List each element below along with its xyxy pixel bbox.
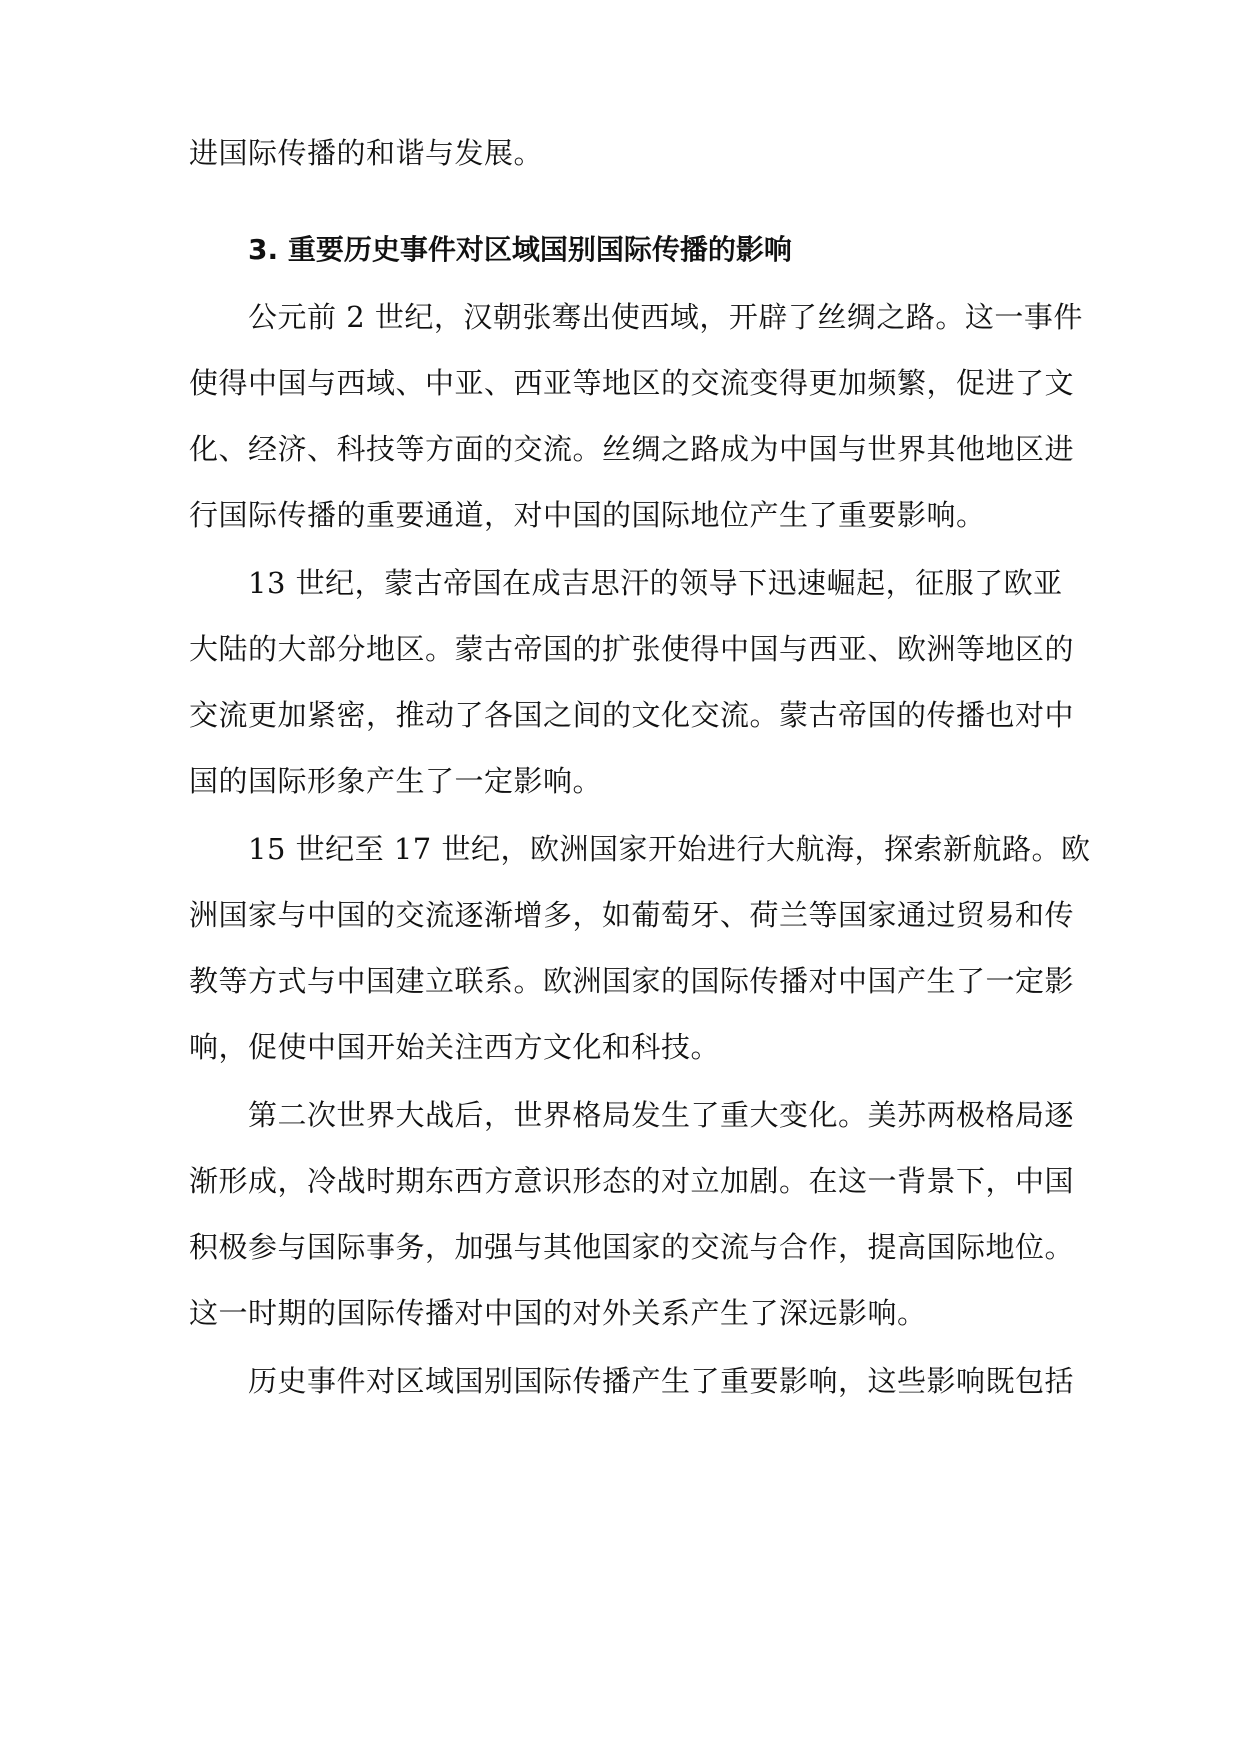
paragraph-line: 大陆的大部分地区。蒙古帝国的扩张使得中国与西亚、欧洲等地区的 [189, 632, 1075, 666]
paragraph-line: 洲国家与中国的交流逐渐增多，如葡萄牙、荷兰等国家通过贸易和传 [189, 898, 1075, 932]
paragraph-line: 第二次世界大战后，世界格局发生了重大变化。美苏两极格局逐 [248, 1098, 1075, 1132]
paragraph-line: 使得中国与西域、中亚、西亚等地区的交流变得更加频繁，促进了文 [189, 366, 1075, 400]
paragraph-line: 公元前 2 世纪，汉朝张骞出使西域，开辟了丝绸之路。这一事件 [248, 300, 1083, 334]
paragraph-line: 积极参与国际事务，加强与其他国家的交流与合作，提高国际地位。 [189, 1230, 1075, 1264]
paragraph-line: 13 世纪，蒙古帝国在成吉思汗的领导下迅速崛起，征服了欧亚 [248, 566, 1063, 600]
paragraph-line: 国的国际形象产生了一定影响。 [189, 764, 603, 798]
paragraph-line: 响，促使中国开始关注西方文化和科技。 [189, 1030, 721, 1064]
paragraph-line: 这一时期的国际传播对中国的对外关系产生了深远影响。 [189, 1296, 927, 1330]
paragraph-line: 化、经济、科技等方面的交流。丝绸之路成为中国与世界其他地区进 [189, 432, 1075, 466]
paragraph-line: 交流更加紧密，推动了各国之间的文化交流。蒙古帝国的传播也对中 [189, 698, 1075, 732]
section-heading: 3. 重要历史事件对区域国别国际传播的影响 [248, 233, 792, 266]
paragraph-line: 渐形成，冷战时期东西方意识形态的对立加剧。在这一背景下，中国 [189, 1164, 1075, 1198]
paragraph-line: 行国际传播的重要通道，对中国的国际地位产生了重要影响。 [189, 498, 986, 532]
paragraph-line: 15 世纪至 17 世纪，欧洲国家开始进行大航海，探索新航路。欧 [248, 832, 1091, 866]
paragraph-line: 历史事件对区域国别国际传播产生了重要影响，这些影响既包括 [248, 1364, 1075, 1398]
paragraph-line: 进国际传播的和谐与发展。 [189, 136, 544, 170]
paragraph-line: 教等方式与中国建立联系。欧洲国家的国际传播对中国产生了一定影 [189, 964, 1075, 998]
